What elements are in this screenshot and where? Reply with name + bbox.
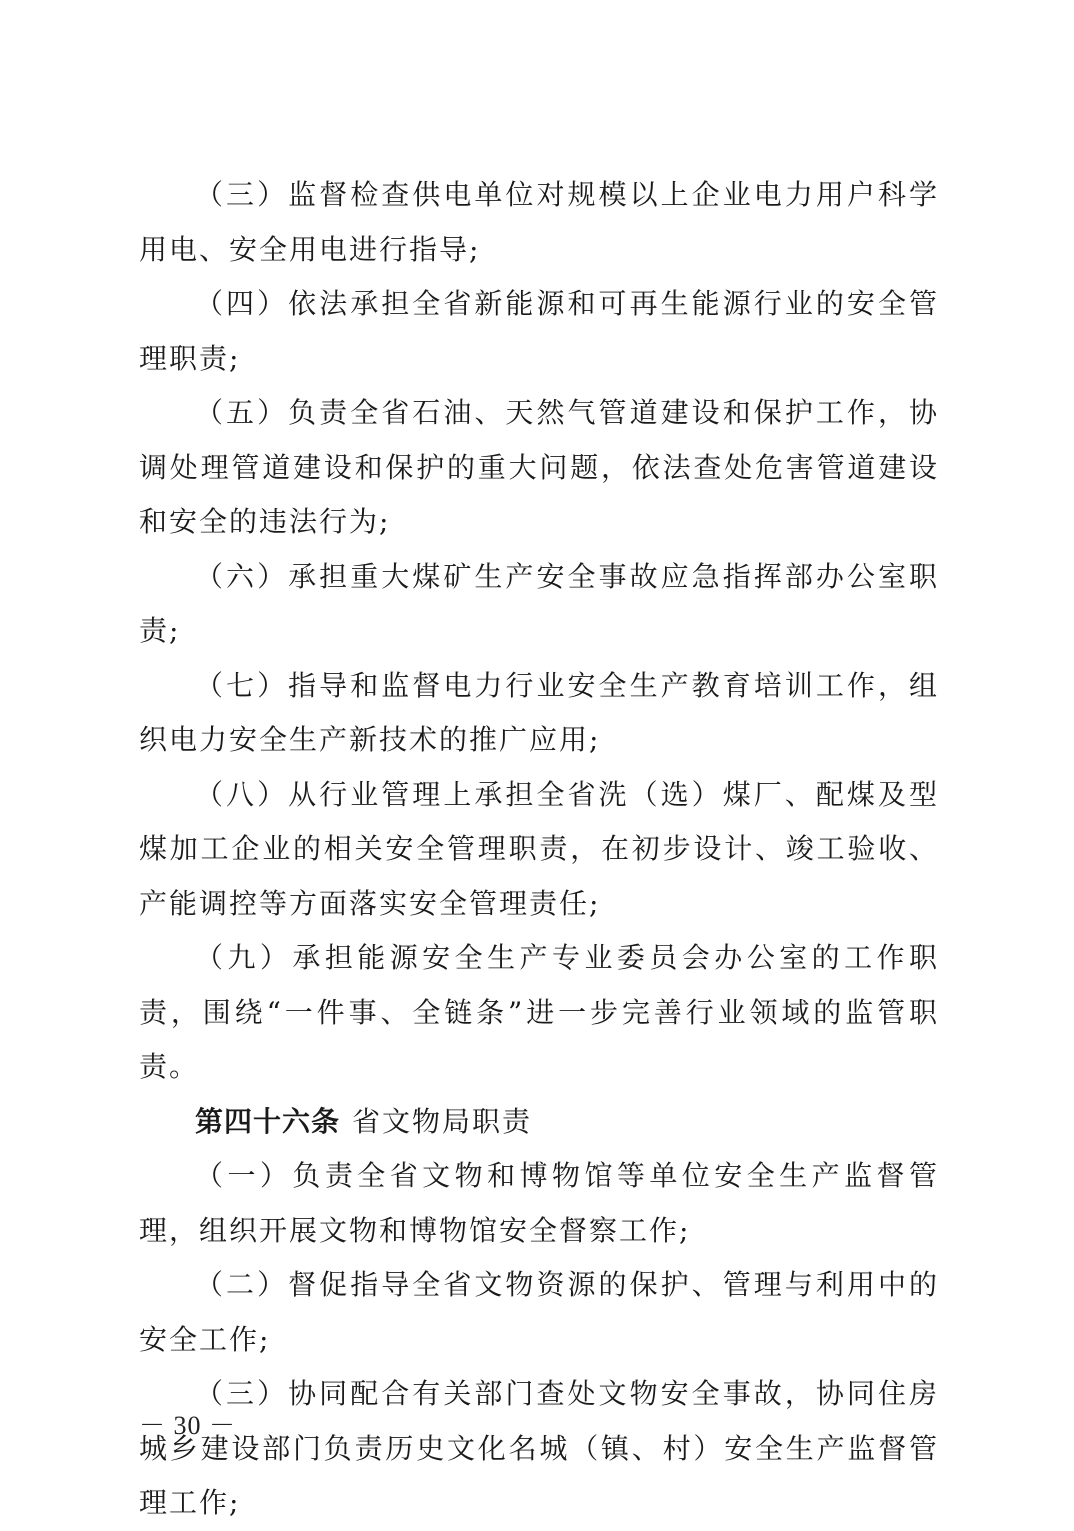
article-title: 省文物局职责	[352, 1104, 533, 1138]
paragraph-item-4: （四）依法承担全省新能源和可再生能源行业的安全管理职责;	[139, 287, 939, 375]
page-number: － 30 －	[139, 1411, 237, 1440]
paragraph-item-9: （九）承担能源安全生产专业委员会办公室的工作职责，围绕“一件事、全链条”进一步完善行业领域的监管职责。	[139, 941, 939, 1083]
article-paragraph-item-3: （三）协同配合有关部门查处文物安全事故，协同住房城乡建设部门负责历史文化名城（镇、村）安全生产监督管理工作;	[139, 1377, 939, 1519]
document-body	[139, 168, 939, 1531]
paragraph-item-7: （七）指导和监督电力行业安全生产教育培训工作，组织电力安全生产新技术的推广应用;	[139, 668, 939, 756]
paragraph-item-6: （六）承担重大煤矿生产安全事故应急指挥部办公室职责;	[139, 559, 939, 647]
paragraph-item-3: （三）监督检查供电单位对规模以上企业电力用户科学用电、安全用电进行指导;	[139, 178, 939, 266]
paragraph-item-5: （五）负责全省石油、天然气管道建设和保护工作，协调处理管道建设和保护的重大问题，依法查处危害管道建设和安全的违法行为;	[139, 396, 939, 538]
article-paragraph-item-1: （一）负责全省文物和博物馆等单位安全生产监督管理，组织开展文物和博物馆安全督察工作;	[139, 1159, 939, 1247]
article-heading	[139, 1095, 939, 1150]
paragraph-item-8: （八）从行业管理上承担全省洗（选）煤厂、配煤及型煤加工企业的相关安全管理职责，在初步设计、竣工验收、产能调控等方面落实安全管理责任;	[139, 777, 939, 920]
article-number: 第四十六条	[195, 1104, 341, 1138]
article-paragraph-item-2: （二）督促指导全省文物资源的保护、管理与利用中的安全工作;	[139, 1268, 939, 1356]
